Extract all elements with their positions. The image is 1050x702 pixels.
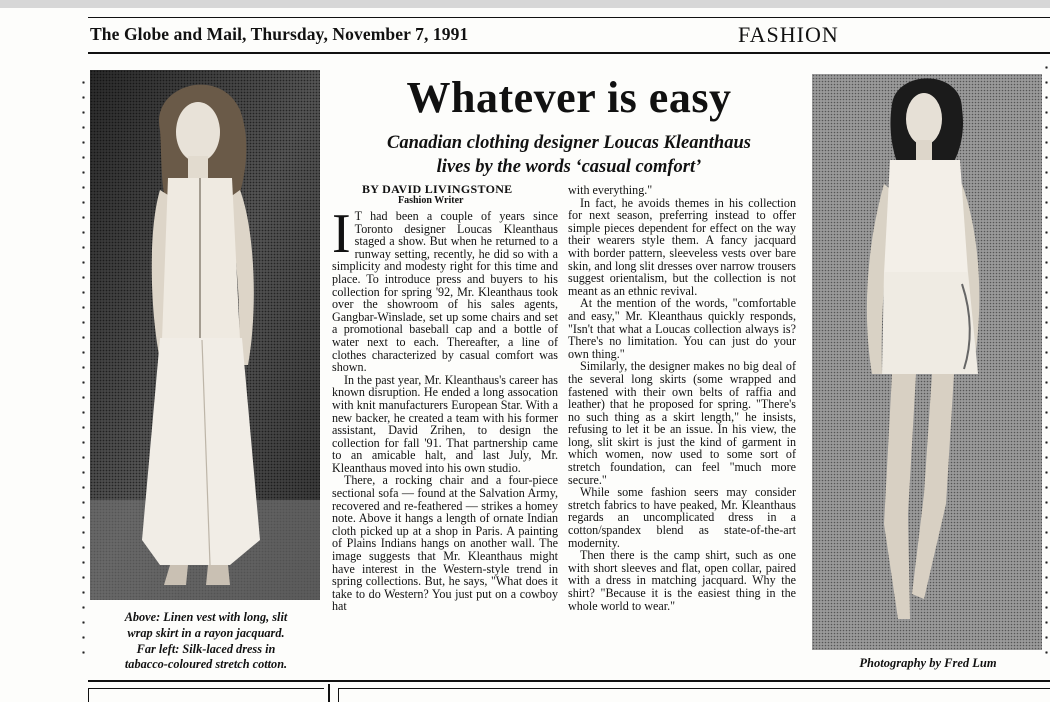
deck-line: Canadian clothing designer Loucas Kleanthaus [387,133,751,153]
top-rule [88,17,1050,18]
paragraph: While some fashion seers may consider stretch fabrics to have peaked, Mr. Kleanthaus regards an uncomplicated dress in a cotton/spandex blend as state-of-the-art modernity. [568,485,796,550]
paragraph: At the mention of the words, "comfortable and easy," Mr. Kleanthaus quickly responds, "Isn't that what a Loucas collection always is? There's no limitation. You can just do your own thing." [568,296,796,361]
paragraph: In fact, he avoids themes in his collection for next season, preferring instead to offer simple pieces dependent for effect on the way their wearers style them. A fancy jacquard with border pattern, sleeveless vests over bare skin, and long slit dresses over narrow trousers suggest orientalism, but the collection is not meant as an ethnic revival. [568,195,796,298]
left-photo-image [90,70,320,600]
bottom-frame-left [88,688,324,689]
bottom-frame-middle [338,688,1050,689]
article-column-2 [568,184,796,612]
bottom-frame-middle-side [338,688,339,702]
bottom-rule [88,680,1050,682]
paragraph: with everything." [568,183,653,197]
paragraph: There, a rocking chair and a four-piece sectional sofa — found at the Salvation Army, recovered and re-feathered — strikes a homey note. Above it hangs a length of ornate Indian cloth picked up at a shop in Paris. A painting of Plains Indians hangs on another wall. The image suggests that Mr. Kleanthaus might have interest in the Western-style trend in spring collections. But, he says, "What does it take to do Western? You just put on a cowboy hat [332,473,558,614]
paragraph: Then there is the camp shirt, such as one with short sleeves and flat, open collar, paired with a dress in matching jacquard. Why the shirt? "Because it is the easiest thing in the whole world to wear." [568,548,796,613]
caption-line: Far left: Silk-laced dress in [136,641,276,656]
publication-date: The Globe and Mail, Thursday, November 7, 1991 [90,24,469,44]
byline: BY DAVID LIVINGSTONE [362,182,513,196]
right-photo-image [812,74,1042,650]
headline: Whatever is easy [406,73,732,122]
bottom-frame-divider [328,684,330,702]
right-dotted-edge [1045,60,1048,660]
paragraph: Similarly, the designer makes no big deal of the several long skirts (some wrapped and fastened with their own belts of raffia and leather) that he proposed for spring. "There's no such thing as a skirt length," he insists, refusing to let it be an issue. In his view, the long, slit skirt is just the kind of garment in which women, now used to some sort of stretch foundation, can feel "much more secure." [568,359,796,487]
window-top-bar [0,0,1050,8]
caption-line: wrap skirt in a rayon jacquard. [127,625,285,640]
caption-line: Above: Linen vest with long, slit [124,610,288,624]
left-photo [90,70,320,600]
bottom-frame-left-side [88,688,89,702]
deck-line: lives by the words ‘casual comfort’ [436,157,702,177]
deck [334,131,804,179]
drop-cap: I [332,203,351,265]
header-rule [88,52,1050,54]
article-column-1 [332,203,558,614]
left-dotted-edge [82,75,85,665]
caption-line: tabacco-coloured stretch cotton. [124,657,288,672]
byline-role: Fashion Writer [398,195,464,206]
paragraph [332,203,558,375]
left-photo-caption [92,610,320,673]
paragraph: In the past year, Mr. Kleanthaus's career has known disruption. He ended a long assocation with knit manufacturers European Star. With a new backer, he created a team with his former assistant, David Zrihen, to design the collection for fall '91. That partnership came to an amicable halt, and last July, Mr. Kleanthaus moved into his own studio. [332,372,558,475]
section-title: FASHION [738,22,839,47]
right-photo [812,74,1042,650]
paragraph-text: T had been a couple of years since Toronto designer Loucas Kleanthaus staged a show. But when he returned to a runway setting, recently, he did so with a simplicity and modesty right for this time and place. To introduce press and buyers to his collection for spring '92, Mr. Kleanthaus took over the showroom of his sales agents, Gangbar-Winslade, set up some chairs and set a promotional baseball cap and a bottle of water next to each. Thereafter, a line of clothes characterized by casual comfort was shown. [332,209,558,375]
photo-credit: Photography by Fred Lum [859,656,997,670]
